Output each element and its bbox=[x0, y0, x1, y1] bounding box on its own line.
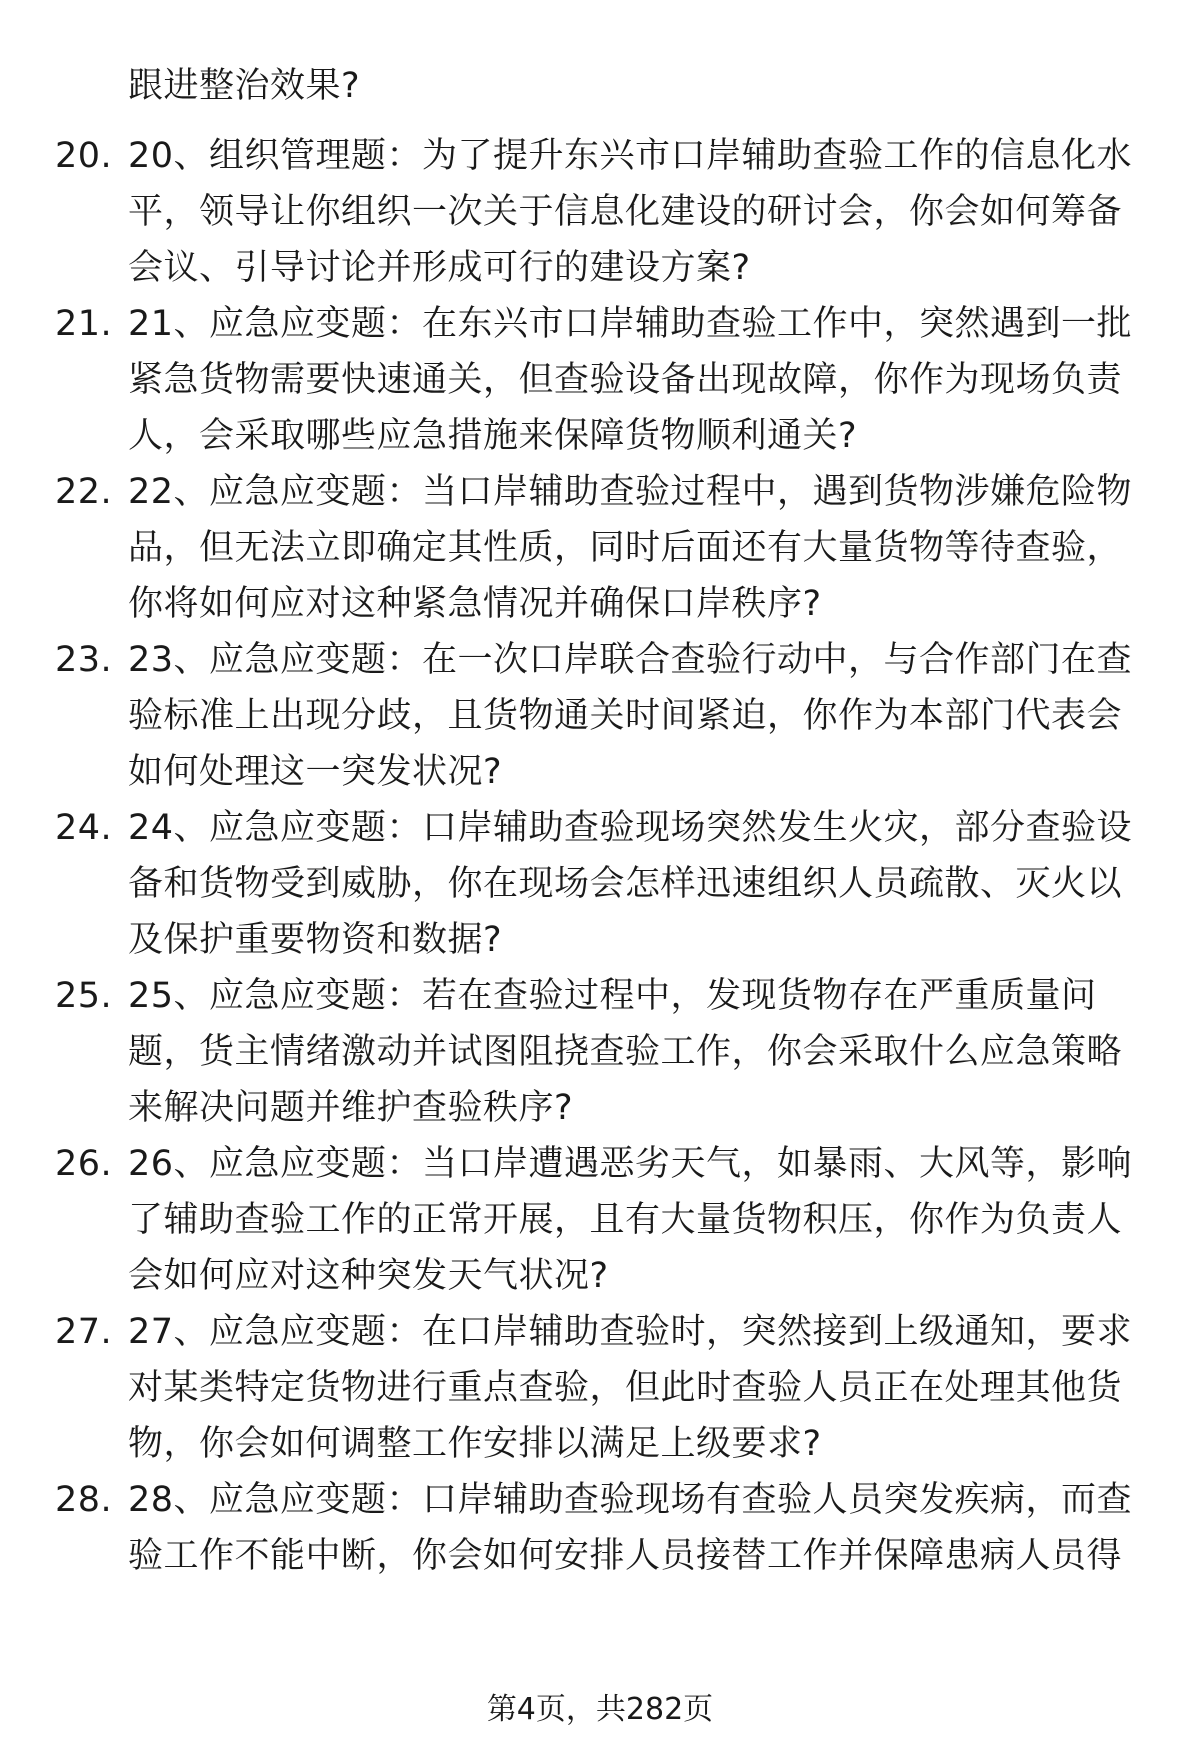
question-number: 24. bbox=[55, 808, 113, 848]
question-number: 25. bbox=[55, 976, 113, 1016]
question-number: 22. bbox=[55, 472, 113, 512]
question-text: 27、应急应变题：在口岸辅助查验时，突然接到上级通知，要求对某类特定货物进行重点查验，但此时查验人员正在处理其他货物，你会如何调整工作安排以满足上级要求? bbox=[128, 1312, 1133, 1464]
question-text: 25、应急应变题：若在查验过程中，发现货物存在严重质量问题，货主情绪激动并试图阻挠查验工作，你会采取什么应急策略来解决问题并维护查验秩序? bbox=[128, 976, 1123, 1128]
question-text: 23、应急应变题：在一次口岸联合查验行动中，与合作部门在查验标准上出现分歧，且货物通关时间紧迫，你作为本部门代表会如何处理这一突发状况? bbox=[128, 640, 1133, 792]
question-number: 28. bbox=[55, 1480, 113, 1520]
question-text: 26、应急应变题：当口岸遭遇恶劣天气，如暴雨、大风等，影响了辅助查验工作的正常开展，且有大量货物积压，你作为负责人会如何应对这种突发天气状况? bbox=[128, 1144, 1133, 1296]
question-number: 20. bbox=[55, 136, 113, 176]
question-text: 24、应急应变题：口岸辅助查验现场突然发生火灾，部分查验设备和货物受到威胁，你在现场会怎样迅速组织人员疏散、灭火以及保护重要物资和数据? bbox=[128, 808, 1133, 960]
question-number: 27. bbox=[55, 1312, 113, 1352]
question-number: 23. bbox=[55, 640, 113, 680]
page-footer: 第4页，共282页 bbox=[486, 1692, 714, 1727]
question-text: 22、应急应变题：当口岸辅助查验过程中，遇到货物涉嫌危险物品，但无法立即确定其性质，同时后面还有大量货物等待查验，你将如何应对这种紧急情况并确保口岸秩序? bbox=[128, 472, 1133, 624]
question-number: 21. bbox=[55, 304, 113, 344]
question-text: 20、组织管理题：为了提升东兴市口岸辅助查验工作的信息化水平，领导让你组织一次关于信息化建设的研讨会，你会如何筹备会议、引导讨论并形成可行的建设方案? bbox=[128, 136, 1133, 288]
question-number: 26. bbox=[55, 1144, 113, 1184]
question-text: 28、应急应变题：口岸辅助查验现场有查验人员突发疾病，而查验工作不能中断，你会如何安排人员接替工作并保障患病人员得 bbox=[128, 1480, 1133, 1576]
previous-question-continuation: 跟进整治效果? bbox=[128, 66, 361, 106]
question-text: 21、应急应变题：在东兴市口岸辅助查验工作中，突然遇到一批紧急货物需要快速通关，但查验设备出现故障，你作为现场负责人，会采取哪些应急措施来保障货物顺利通关? bbox=[128, 304, 1133, 456]
